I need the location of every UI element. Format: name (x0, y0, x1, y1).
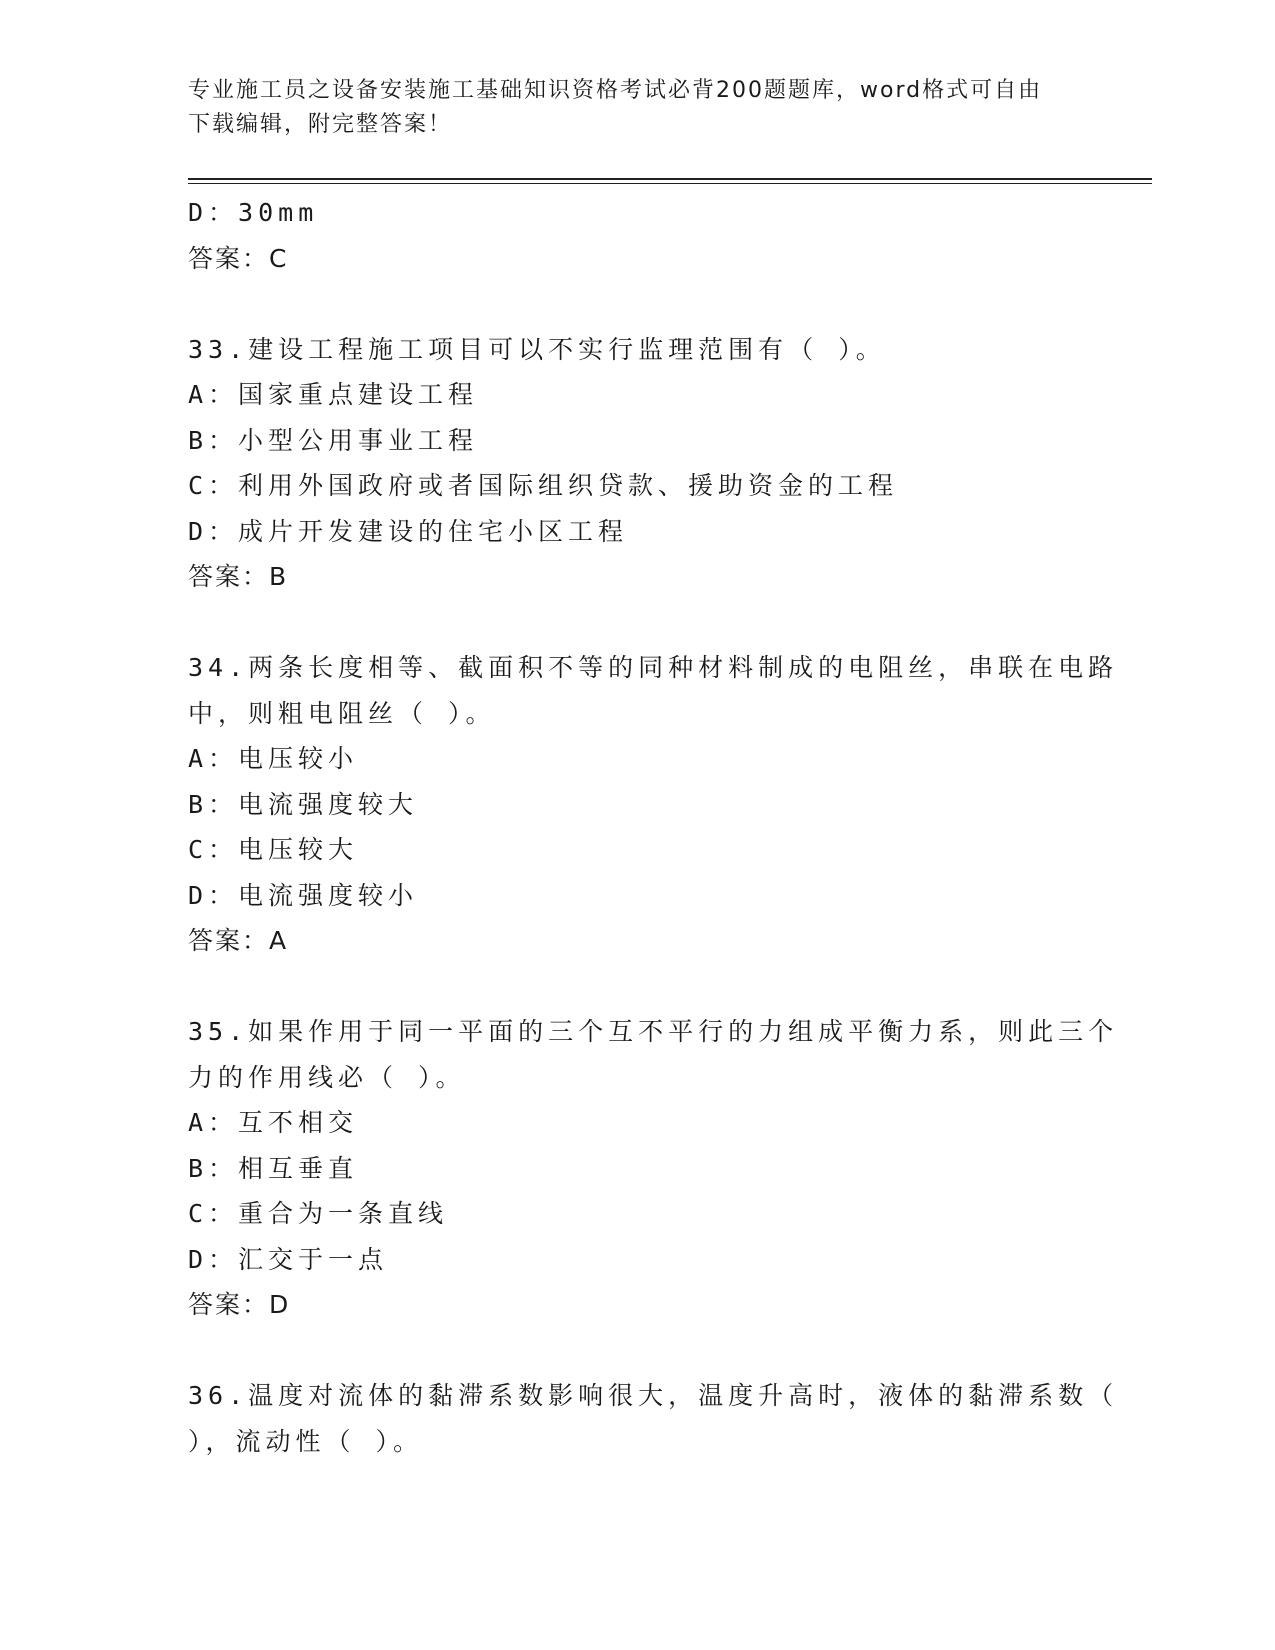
question-block (188, 1373, 1119, 1464)
option-a: A：电压较小 (188, 744, 359, 773)
answer-line: 答案：B (188, 562, 289, 591)
answer-line: 答案：C (188, 243, 289, 273)
option-d: D：汇交于一点 (188, 1244, 389, 1274)
question-text: 36.温度对流体的黏滞系数影响很大，温度升高时，液体的黏滞系数（ (188, 1381, 1119, 1410)
option-c: C：重合为一条直线 (188, 1199, 449, 1228)
document-header (188, 74, 1088, 142)
document-body (188, 190, 1119, 1464)
question-text: 34.两条长度相等、截面积不等的同种材料制成的电阻丝，串联在电路 (188, 653, 1119, 682)
spacer (188, 281, 1088, 327)
question-text: ），流动性（ ）。 (188, 1426, 424, 1456)
option-b: B：相互垂直 (188, 1153, 359, 1183)
answer-line: 答案：A (188, 926, 289, 955)
question-text: 力的作用线必（ ）。 (188, 1062, 466, 1092)
question-block (188, 1009, 1119, 1373)
option-d: D：电流强度较小 (188, 880, 419, 910)
question-text: 33.建设工程施工项目可以不实行监理范围有（ ）。 (188, 334, 886, 364)
answer-line: 答案：D (188, 1290, 291, 1319)
option-d: D：成片开发建设的住宅小区工程 (188, 516, 629, 546)
option-c: C：利用外国政府或者国际组织贷款、援助资金的工程 (188, 471, 899, 500)
option-b: B：电流强度较大 (188, 789, 419, 819)
spacer (188, 964, 1088, 1010)
question-block (188, 327, 1088, 646)
header-divider-thin (188, 183, 1152, 184)
header-line-2: 下载编辑，附完整答案！ (188, 112, 453, 137)
option-a: A：国家重点建设工程 (188, 380, 479, 409)
option-c: C：电压较大 (188, 835, 359, 864)
question-block (188, 645, 1119, 1009)
option-d: D：30mm (188, 198, 319, 227)
header-line-1: 专业施工员之设备安装施工基础知识资格考试必背200题题库，word格式可自由 (188, 78, 1043, 103)
question-list (188, 327, 1119, 1465)
question-text: 35.如果作用于同一平面的三个互不平行的力组成平衡力系，则此三个 (188, 1017, 1119, 1046)
option-b: B：小型公用事业工程 (188, 425, 479, 455)
option-a: A：互不相交 (188, 1108, 359, 1137)
question-text: 中，则粗电阻丝（ ）。 (188, 698, 496, 728)
header-divider-thick (188, 178, 1152, 180)
spacer (188, 1328, 1088, 1374)
spacer (188, 600, 1088, 646)
